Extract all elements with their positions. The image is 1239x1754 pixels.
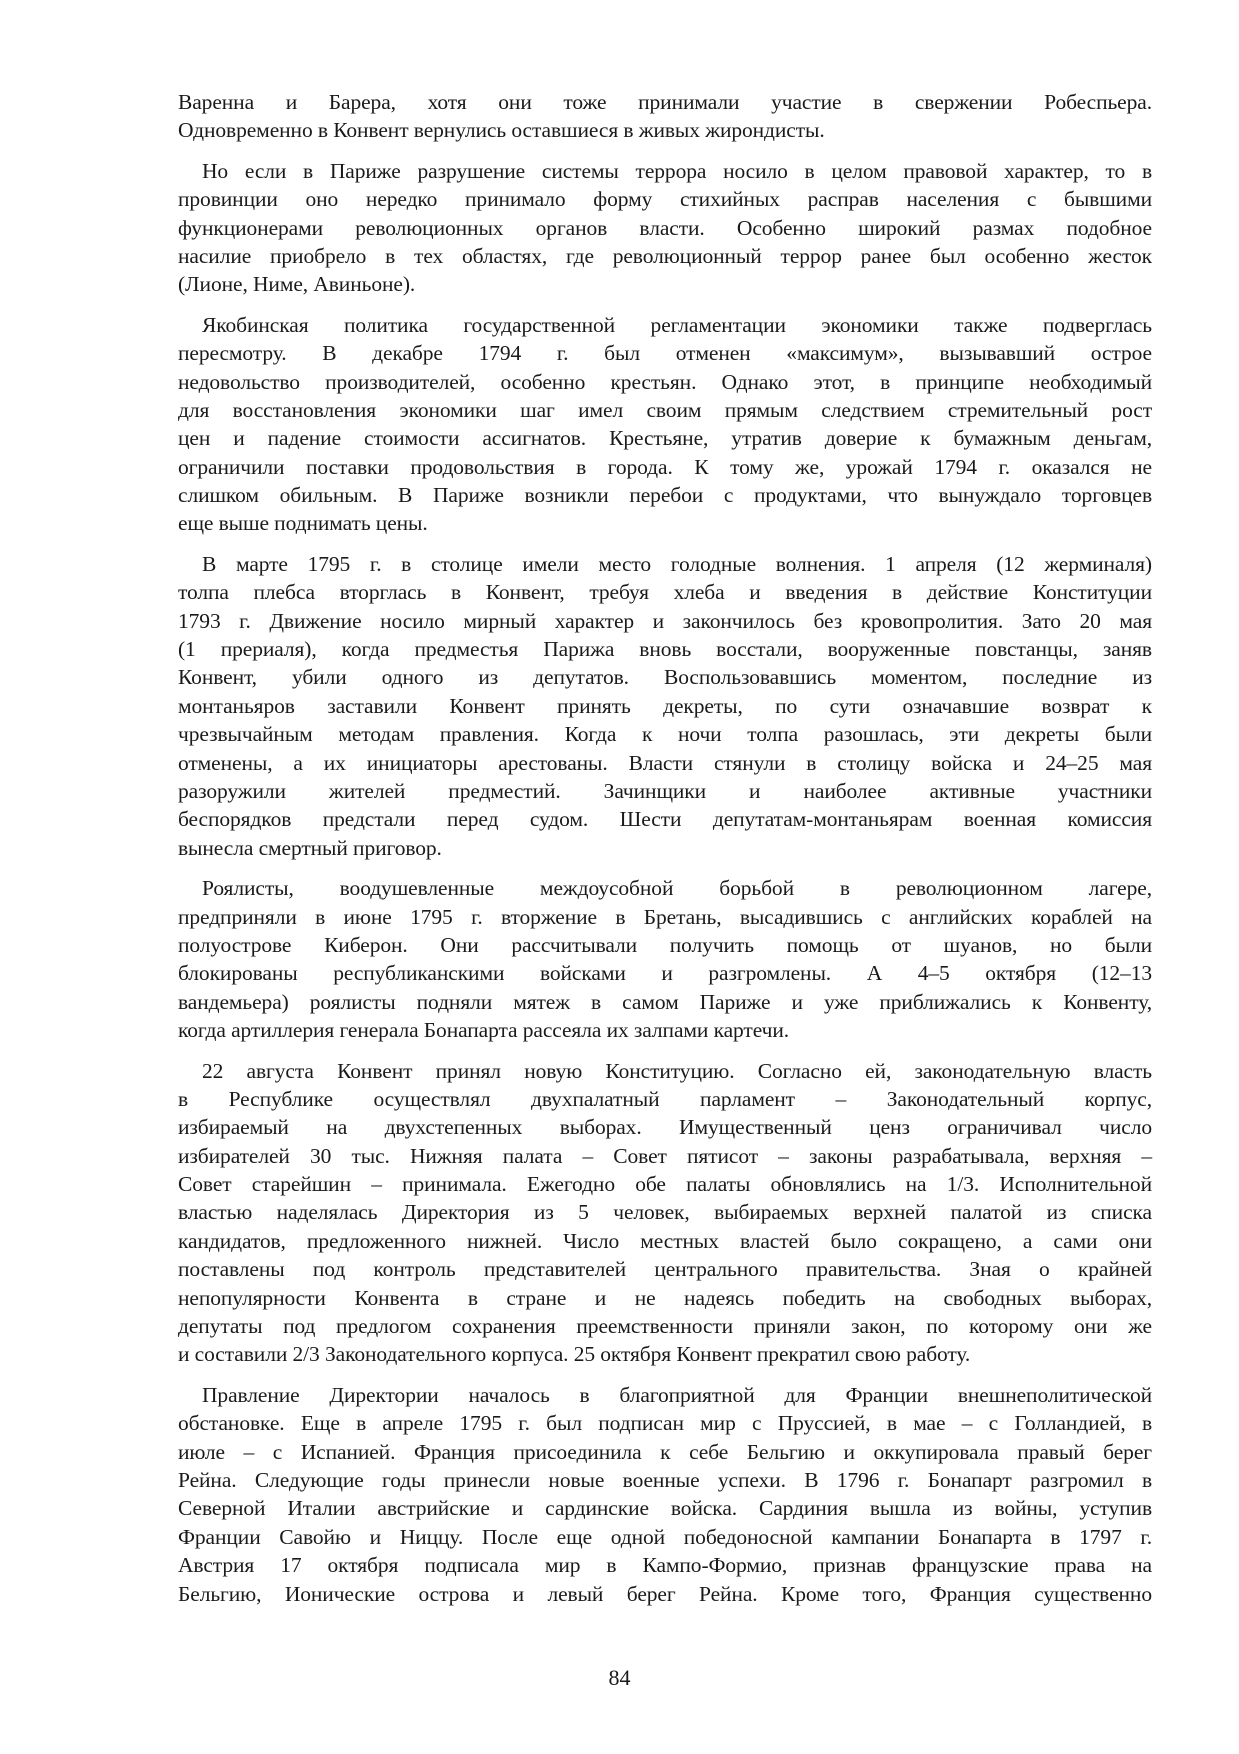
text-line: непопулярности Конвента в стране и не надеясь победить на свободных выборах,: [178, 1285, 1152, 1310]
text-line: и составили 2/3 Законодательного корпуса. 25 октября Конвент прекратил свою работу.: [178, 1342, 971, 1367]
text-line: обстановке. Еще в апреле 1795 г. был подписан мир с Пруссией, в мае – с Голландией, в: [178, 1411, 1152, 1436]
text-line: (1 прериаля), когда предместья Парижа вновь восстали, вооруженные повстанцы, заняв: [178, 637, 1152, 662]
text-line: разоружили жителей предместий. Зачинщики и наиболее активные участники: [178, 778, 1152, 803]
text-line: июле – с Испанией. Франция присоединила к себе Бельгию и оккупировала правый берег: [178, 1439, 1152, 1464]
text-line: Рейна. Следующие годы принесли новые военные успехи. В 1796 г. Бонапарт разгромил в: [178, 1467, 1152, 1492]
text-line: предприняли в июне 1795 г. вторжение в Бретань, высадившись с английских кораблей на: [178, 904, 1152, 929]
text-line: Франции Савойю и Ниццу. После еще одной победоносной кампании Бонапарта в 1797 г.: [178, 1524, 1152, 1549]
text-line: полуострове Киберон. Они рассчитывали получить помощь от шуанов, но были: [178, 932, 1152, 957]
paragraph-1: [178, 88, 1152, 145]
text-line: Одновременно в Конвент вернулись оставшиеся в живых жирондисты.: [178, 118, 825, 143]
text-line: монтаньяров заставили Конвент принять декреты, по сути означавшие возврат к: [178, 693, 1152, 718]
paragraph-5: [178, 874, 1152, 1044]
document-page: [178, 88, 1152, 1620]
text-line: цен и падение стоимости ассигнатов. Крестьяне, утратив доверие к бумажным деньгам,: [178, 426, 1152, 451]
text-line: провинции оно нередко принимало форму стихийных расправ населения с бывшими: [178, 187, 1152, 212]
text-line: избирателей 30 тыс. Нижняя палата – Совет пятисот – законы разрабатывала, верхняя –: [178, 1143, 1152, 1168]
text-line: депутаты под предлогом сохранения преемственности приняли закон, по которому они же: [178, 1314, 1152, 1339]
text-line: избираемый на двухстепенных выборах. Имущественный ценз ограничивал число: [178, 1115, 1152, 1140]
text-line: поставлены под контроль представителей центрального правительства. Зная о крайней: [178, 1257, 1152, 1282]
paragraph-3: [178, 311, 1152, 538]
text-line: пересмотру. В декабре 1794 г. был отменен «максимум», вызывавший острое: [178, 341, 1152, 366]
page-number: 84: [608, 1665, 631, 1690]
text-line: насилие приобрело в тех областях, где революционный террор ранее был особенно жесток: [178, 243, 1152, 268]
text-line: (Лионе, Ниме, Авиньоне).: [178, 272, 416, 297]
text-line: функционерами революционных органов власти. Особенно широкий размах подобное: [178, 215, 1152, 240]
text-line: Варенна и Барера, хотя они тоже принимали участие в свержении Робеспьера.: [178, 90, 1152, 114]
text-line: вандемьера) роялисты подняли мятеж в самом Париже и уже приближались к Конвенту,: [178, 989, 1152, 1014]
text-line: беспорядков предстали перед судом. Шести депутатам-монтаньярам военная комиссия: [178, 807, 1152, 832]
text-line: чрезвычайным методам правления. Когда к ночи толпа разошлась, эти декреты были: [178, 722, 1152, 747]
text-line: Но если в Париже разрушение системы террора носило в целом правовой характер, то в: [202, 158, 1152, 183]
text-line: блокированы республиканскими войсками и разгромлены. А 4–5 октября (12–13: [178, 961, 1152, 986]
text-line: в Республике осуществлял двухпалатный парламент – Законодательный корпус,: [178, 1086, 1152, 1111]
paragraph-2: [178, 157, 1152, 299]
text-line: отменены, а их инициаторы арестованы. Власти стянули в столицу войска и 24–25 мая: [178, 750, 1152, 775]
paragraph-4: [178, 550, 1152, 862]
text-line: ограничили поставки продовольствия в города. К тому же, урожай 1794 г. оказался не: [178, 454, 1152, 479]
text-line: вынесла смертный приговор.: [178, 835, 442, 860]
text-line: кандидатов, предложенного нижней. Число местных властей было сокращено, а сами они: [178, 1228, 1152, 1253]
text-line: 22 августа Конвент принял новую Конституцию. Согласно ей, законодательную власть: [202, 1058, 1152, 1083]
text-line: недовольство производителей, особенно крестьян. Однако этот, в принципе необходимый: [178, 369, 1152, 394]
text-line: слишком обильным. В Париже возникли перебои с продуктами, что вынуждало торговцев: [178, 483, 1152, 508]
text-line: Бельгию, Ионические острова и левый берег Рейна. Кроме того, Франция существенно: [178, 1581, 1152, 1606]
text-line: Северной Италии австрийские и сардинские войска. Сардиния вышла из войны, уступив: [178, 1496, 1152, 1521]
text-line: когда артиллерия генерала Бонапарта рассеяла их залпами картечи.: [178, 1018, 790, 1043]
text-line: толпа плебса вторглась в Конвент, требуя хлеба и введения в действие Конституции: [178, 580, 1152, 605]
text-line: Совет старейшин – принимала. Ежегодно обе палаты обновлялись на 1/3. Исполнительной: [178, 1172, 1152, 1197]
text-line: властью наделялась Директория из 5 человек, выбираемых верхней палатой из списка: [178, 1200, 1152, 1225]
text-line: 1793 г. Движение носило мирный характер и закончилось без кровопролития. Зато 20 мая: [178, 608, 1152, 633]
text-line: еще выше поднимать цены.: [178, 511, 428, 536]
paragraph-6: [178, 1057, 1152, 1369]
text-line: для восстановления экономики шаг имел своим прямым следствием стремительный рост: [178, 397, 1152, 422]
text-line: Роялисты, воодушевленные междоусобной борьбой в революционном лагере,: [202, 876, 1152, 901]
paragraph-7: [178, 1381, 1152, 1608]
text-line: Австрия 17 октября подписала мир в Кампо-Формио, признав французские права на: [178, 1553, 1152, 1578]
text-line: Якобинская политика государственной регламентации экономики также подверглась: [202, 312, 1152, 337]
text-line: В марте 1795 г. в столице имели место голодные волнения. 1 апреля (12 жерминаля): [202, 551, 1152, 576]
text-line: Конвент, убили одного из депутатов. Воспользовавшись моментом, последние из: [178, 665, 1152, 690]
text-line: Правление Директории началось в благоприятной для Франции внешнеполитической: [202, 1382, 1152, 1407]
